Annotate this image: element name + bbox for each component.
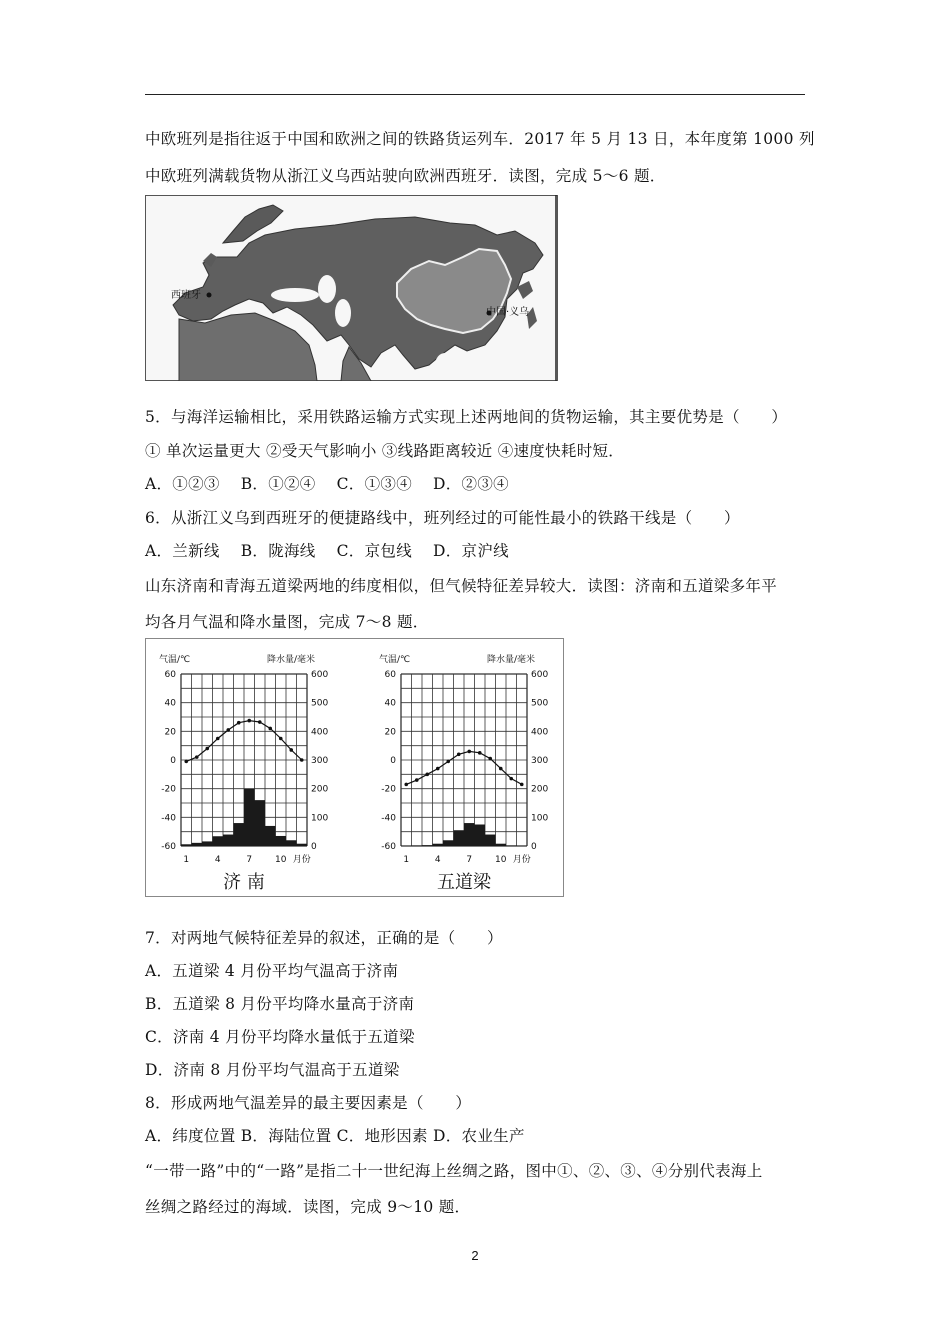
temp-point-5 [446,760,450,764]
q7-option-d: D．济南 8 月份平均气温高于五道梁 [145,1061,400,1079]
temp-point-12 [520,783,524,787]
precip-bar-2 [412,845,423,846]
temp-point-10 [279,737,283,741]
intro-line-2: 中欧班列满载货物从浙江义乌西站驶向欧洲西班牙．读图，完成 5～6 题． [145,167,666,185]
precip-bar-11 [286,840,297,846]
temp-point-2 [195,755,199,759]
q5-items: ① 单次运量更大 ②受天气影响小 ③线路距离较近 ④速度快耗时短． [145,442,625,460]
temp-tick-label: -60 [381,842,396,852]
intro3-line-1: “一带一路”中的“一路”是指二十一世纪海上丝绸之路，图中①、②、③、④分别代表海上 [145,1162,763,1180]
month-tick-label: 1 [403,855,410,865]
intro2-line-2: 均各月气温和降水量图，完成 7～8 题． [145,613,429,631]
temp-point-2 [415,778,419,782]
precip-tick-label: 600 [531,670,549,680]
precip-tick-label: 400 [311,727,329,738]
precip-bar-10 [496,844,507,846]
precip-tick-label: 0 [531,842,537,852]
temp-point-1 [184,760,188,764]
x-axis-label: 月份 [512,855,531,865]
temp-point-7 [467,750,471,754]
page-number: 2 [471,1248,479,1263]
precip-tick-label: 500 [531,698,549,709]
map-label-yiwu: 中国·义乌 [486,307,530,318]
chart-title: 济 南 [223,872,265,893]
temp-point-12 [300,758,304,762]
q8-options: A．纬度位置 B．海陆位置 C．地形因素 D．农业生产 [145,1127,525,1145]
temp-point-5 [226,728,230,732]
precip-bar-10 [276,836,287,846]
y-right-axis-label: 降水量/毫米 [486,655,535,665]
precip-bar-3 [422,845,433,846]
q5-options: A．①②③ B．①②④ C．①③④ D．②③④ [145,475,509,493]
precip-tick-label: 500 [311,698,329,709]
month-tick-label: 10 [275,855,287,865]
q7-option-c: C．济南 4 月份平均降水量低于五道梁 [145,1028,415,1046]
precip-bar-1 [181,844,192,846]
precip-bar-4 [433,844,444,846]
precip-tick-label: 300 [311,756,329,766]
intro2-line-1: 山东济南和青海五道梁两地的纬度相似，但气候特征差异较大．读图：济南和五道梁多年平 [145,577,778,595]
temp-point-1 [404,783,408,787]
temp-point-7 [247,719,251,723]
month-tick-label: 1 [183,855,190,865]
q7-option-a: A．五道梁 4 月份平均气温高于济南 [145,962,399,980]
q7-stem: 7．对两地气候特征差异的叙述，正确的是（ ） [145,929,503,947]
precip-bar-9 [485,835,496,846]
temp-point-10 [499,767,503,771]
precip-tick-label: 200 [311,784,329,795]
precip-bar-4 [213,836,224,846]
eurasia-map [145,195,558,381]
precip-tick-label: 0 [311,842,317,852]
precip-tick-label: 100 [311,813,329,824]
temp-point-4 [216,737,220,741]
temp-tick-label: 20 [164,727,176,738]
temp-point-8 [478,751,482,755]
precip-bar-5 [443,840,454,846]
temp-tick-label: 0 [170,756,176,766]
q7-option-b: B．五道梁 8 月份平均降水量高于济南 [145,995,415,1013]
q5-stem: 5．与海洋运输相比，采用铁路运输方式实现上述两地间的货物运输，其主要优势是（ ） [145,408,788,426]
temp-point-11 [289,748,293,752]
temp-tick-label: 40 [384,698,396,709]
month-tick-label: 7 [466,855,473,865]
intro-line-1: 中欧班列是指往返于中国和欧洲之间的铁路货运列车．2017 年 5 月 13 日，本年度第 1000 列 [145,130,815,148]
temp-tick-label: 20 [384,727,396,738]
temp-point-8 [258,720,262,724]
precip-bar-8 [255,800,266,846]
temp-tick-label: 0 [390,756,396,766]
temp-point-3 [205,747,209,751]
header-rule [145,94,805,95]
precip-bar-7 [244,789,255,846]
temp-tick-label: 60 [384,670,396,680]
precip-bar-12 [297,844,308,846]
temp-point-4 [436,767,440,771]
temp-point-9 [268,727,272,731]
y-left-axis-label: 气温/℃ [379,655,411,665]
month-tick-label: 4 [214,855,221,865]
precip-tick-label: 200 [531,784,549,795]
temp-tick-label: -20 [381,784,396,795]
precip-bar-5 [223,835,234,846]
temp-tick-label: 60 [164,670,176,680]
precip-tick-label: 100 [531,813,549,824]
temp-tick-label: -20 [161,784,176,795]
temp-point-6 [237,721,241,725]
temp-point-3 [425,773,429,777]
precip-bar-2 [192,843,203,846]
temp-point-11 [509,777,513,781]
precip-bar-11 [506,845,517,846]
month-tick-label: 7 [246,855,253,865]
month-tick-label: 4 [434,855,441,865]
intro3-line-2: 丝绸之路经过的海域．读图，完成 9～10 题． [145,1198,471,1216]
precip-tick-label: 300 [531,756,549,766]
map-label-spain: 西班牙 [171,290,201,301]
precip-bar-6 [234,823,245,846]
temp-tick-label: -60 [161,842,176,852]
y-right-axis-label: 降水量/毫米 [266,655,315,665]
temp-tick-label: 40 [164,698,176,709]
precip-tick-label: 400 [531,727,549,738]
climate-charts [145,638,564,897]
temp-tick-label: -40 [161,813,176,824]
q6-options: A．兰新线 B．陇海线 C．京包线 D．京沪线 [145,542,509,560]
precip-bar-7 [464,823,475,846]
y-left-axis-label: 气温/℃ [159,655,191,665]
x-axis-label: 月份 [292,855,311,865]
q6-stem: 6．从浙江义乌到西班牙的便捷路线中，班列经过的可能性最小的铁路干线是（ ） [145,509,740,527]
temp-point-6 [457,752,461,756]
chart-title: 五道梁 [437,872,491,893]
precip-bar-6 [454,830,465,846]
precip-bar-9 [265,826,276,846]
temp-point-9 [488,757,492,761]
q8-stem: 8．形成两地气温差异的最主要因素是（ ） [145,1094,472,1112]
precip-tick-label: 600 [311,670,329,680]
temp-tick-label: -40 [381,813,396,824]
precip-bar-8 [475,825,486,847]
month-tick-label: 10 [495,855,507,865]
precip-bar-3 [202,841,213,846]
